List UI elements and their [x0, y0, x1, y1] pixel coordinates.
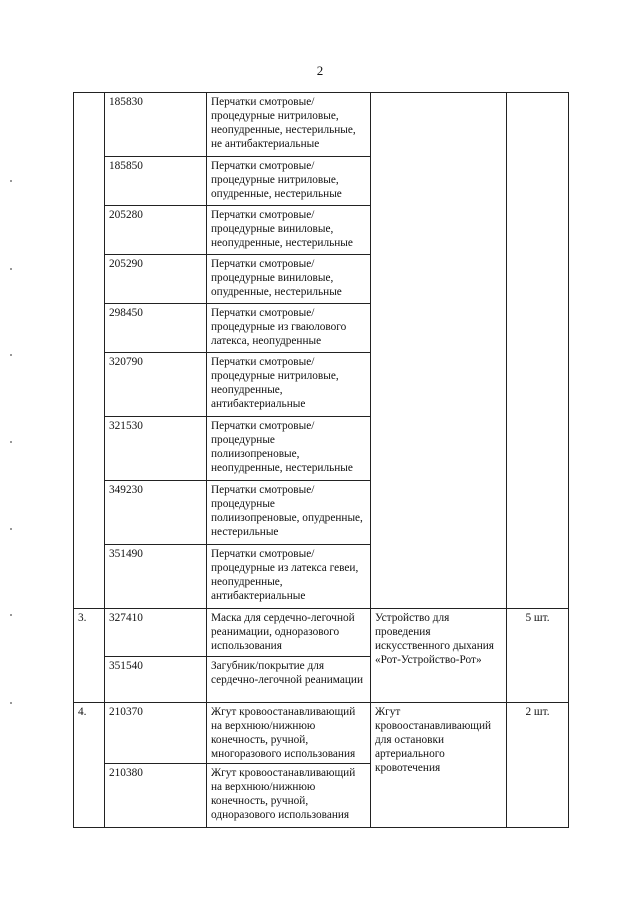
item-description: Маска для сердечно-легочной реанимации, одноразового использования: [207, 609, 371, 657]
item-code: 205280: [105, 206, 207, 255]
product-name: Жгут кровоостанавливающий для остановки артериального кровотечения: [371, 703, 507, 828]
item-code: 210370: [105, 703, 207, 764]
item-description: Перчатки смотровые/ процедурные виниловые, неопудренные, нестерильные: [207, 206, 371, 255]
item-description: Перчатки смотровые/ процедурные виниловые, опудренные, нестерильные: [207, 255, 371, 304]
item-description: Жгут кровоостанавливающий на верхнюю/нижнюю конечность, ручной, многоразового использования: [207, 703, 371, 764]
page-number: 2: [316, 63, 324, 78]
item-code: 185850: [105, 157, 207, 206]
item-code: 321530: [105, 417, 207, 481]
item-code: 320790: [105, 353, 207, 417]
item-description: Жгут кровоостанавливающий на верхнюю/нижнюю конечность, ручной, одноразового использования: [207, 764, 371, 828]
item-code: 210380: [105, 764, 207, 828]
scan-mark: [10, 702, 12, 704]
scan-mark: [10, 528, 12, 530]
item-code: 298450: [105, 304, 207, 353]
scan-mark: [10, 180, 12, 182]
quantity: 5 шт.: [507, 609, 569, 703]
scan-mark: [10, 354, 12, 356]
item-code: 351540: [105, 657, 207, 703]
item-description: Перчатки смотровые/ процедурные нитриловые, неопудренные, нестерильные, не антибактериальные: [207, 93, 371, 157]
item-code: 351490: [105, 545, 207, 609]
table-row: [74, 93, 569, 157]
item-code: 185830: [105, 93, 207, 157]
item-number: [74, 93, 105, 609]
item-code: 349230: [105, 481, 207, 545]
item-description: Перчатки смотровые/ процедурные из латекса гевеи, неопудренные, антибактериальные: [207, 545, 371, 609]
item-description: Загубник/покрытие для сердечно-легочной реанимации: [207, 657, 371, 703]
table-row: [74, 703, 569, 764]
table-row: [74, 609, 569, 657]
item-description: Перчатки смотровые/ процедурные нитриловые, опудренные, нестерильные: [207, 157, 371, 206]
medical-items-table: [73, 92, 569, 828]
item-code: 327410: [105, 609, 207, 657]
item-number: 4.: [74, 703, 105, 828]
item-number: 3.: [74, 609, 105, 703]
quantity: [507, 93, 569, 609]
product-name: Устройство для проведения искусственного дыхания «Рот-Устройство-Рот»: [371, 609, 507, 703]
item-description: Перчатки смотровые/ процедурные полиизопреновые, опудренные, нестерильные: [207, 481, 371, 545]
item-code: 205290: [105, 255, 207, 304]
quantity: 2 шт.: [507, 703, 569, 828]
item-description: Перчатки смотровые/ процедурные нитриловые, неопудренные, антибактериальные: [207, 353, 371, 417]
scan-mark: [10, 268, 12, 270]
scan-mark: [10, 441, 12, 443]
table-body: [74, 93, 569, 828]
product-name: [371, 93, 507, 609]
scan-mark: [10, 614, 12, 616]
item-description: Перчатки смотровые/ процедурные полиизопреновые, неопудренные, нестерильные: [207, 417, 371, 481]
item-description: Перчатки смотровые/ процедурные из гваюлового латекса, неопудренные: [207, 304, 371, 353]
